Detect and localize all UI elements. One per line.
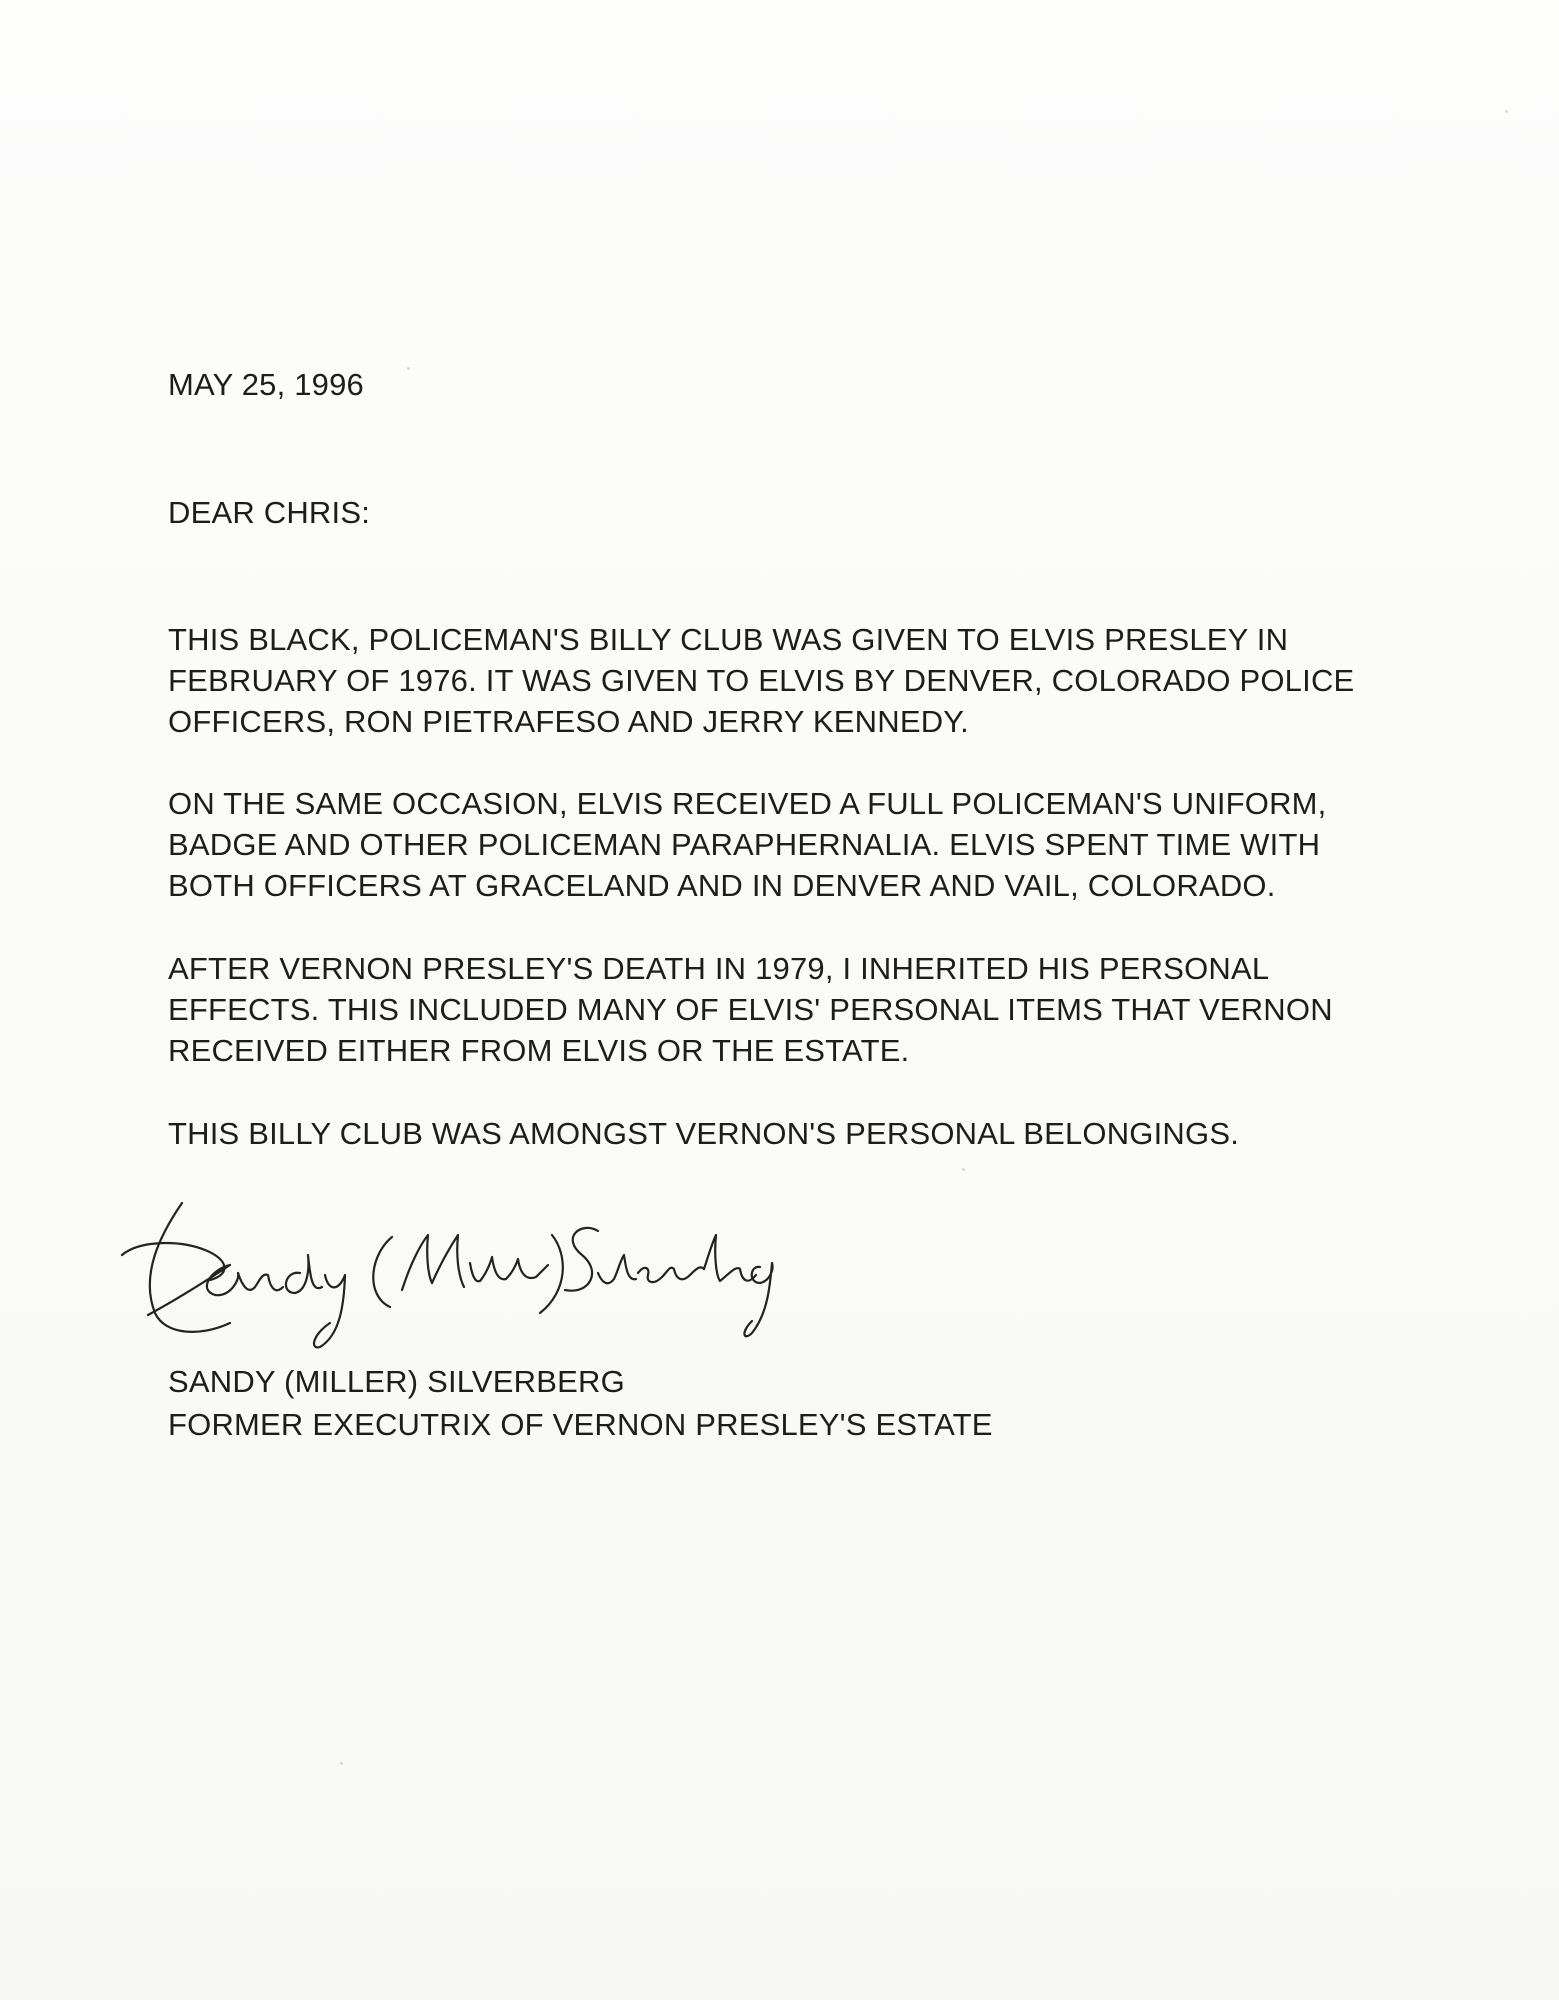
paragraph-line: THIS BLACK, POLICEMAN'S BILLY CLUB WAS GIVEN TO ELVIS PRESLEY IN bbox=[168, 622, 1289, 657]
paragraph-line: THIS BILLY CLUB WAS AMONGST VERNON'S PERSONAL BELONGINGS. bbox=[168, 1116, 1240, 1151]
paragraph-line: BOTH OFFICERS AT GRACELAND AND IN DENVER AND VAIL, COLORADO. bbox=[168, 868, 1276, 903]
paragraph-line: EFFECTS. THIS INCLUDED MANY OF ELVIS' PERSONAL ITEMS THAT VERNON bbox=[168, 992, 1333, 1027]
paragraph-line: RECEIVED EITHER FROM ELVIS OR THE ESTATE. bbox=[168, 1033, 910, 1068]
handwritten-signature bbox=[120, 1195, 880, 1355]
paragraph-line: FEBRUARY OF 1976. IT WAS GIVEN TO ELVIS BY DENVER, COLORADO POLICE bbox=[168, 663, 1355, 698]
paper-fleck bbox=[407, 367, 410, 370]
signatory-name: SANDY (MILLER) SILVERBERG bbox=[168, 1364, 625, 1399]
paper-fleck bbox=[1505, 110, 1508, 113]
paragraph-line: OFFICERS, RON PIETRAFESO AND JERRY KENNEDY. bbox=[168, 704, 969, 739]
paragraph-line: BADGE AND OTHER POLICEMAN PARAPHERNALIA. ELVIS SPENT TIME WITH bbox=[168, 827, 1321, 862]
signatory-title: FORMER EXECUTRIX OF VERNON PRESLEY'S ESTATE bbox=[168, 1407, 993, 1442]
paper-fleck bbox=[962, 1168, 965, 1171]
paragraph-line: AFTER VERNON PRESLEY'S DEATH IN 1979, I INHERITED HIS PERSONAL bbox=[168, 951, 1270, 986]
paper-fleck bbox=[340, 1762, 343, 1765]
letter-date: MAY 25, 1996 bbox=[168, 367, 364, 402]
letter-salutation: DEAR CHRIS: bbox=[168, 495, 371, 530]
paragraph-line: ON THE SAME OCCASION, ELVIS RECEIVED A FULL POLICEMAN'S UNIFORM, bbox=[168, 786, 1327, 821]
